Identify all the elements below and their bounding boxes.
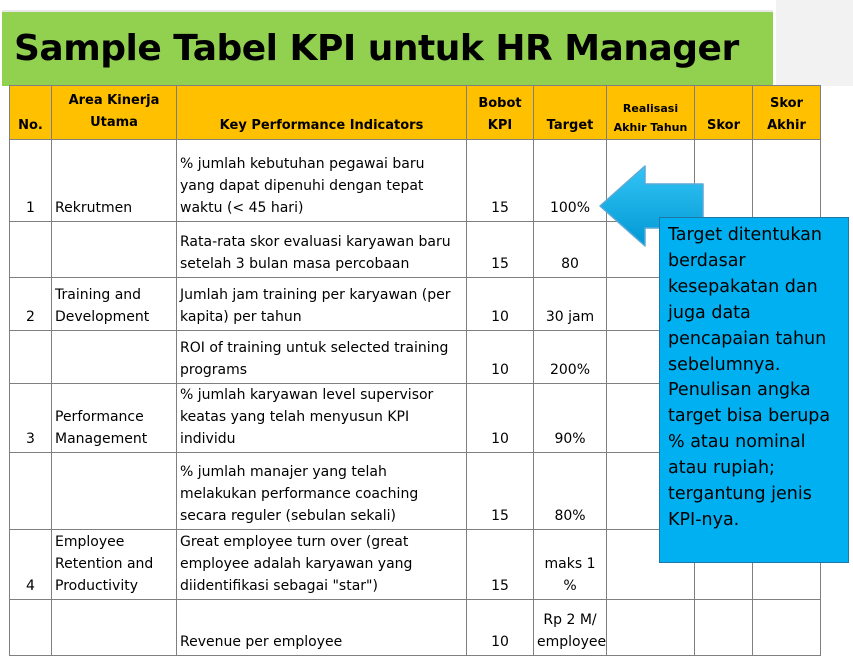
header-realisasi: Realisasi Akhir Tahun — [607, 86, 695, 140]
header-bobot: Bobot KPI — [467, 86, 534, 140]
cell-bobot: 10 — [467, 600, 534, 656]
cell-no: 4 — [10, 530, 52, 600]
cell-kpi: % jumlah karyawan level supervisor keatas yang telah menyusun KPI individu — [177, 384, 467, 453]
table-row — [10, 600, 821, 656]
header-target: Target — [534, 86, 607, 140]
cell-skor-akhir — [753, 600, 821, 656]
header-skor-akhir: Skor Akhir — [753, 86, 821, 140]
cell-target: Rp 2 M/ employee — [534, 600, 607, 656]
cell-no — [10, 600, 52, 656]
cell-area: Training and Development — [52, 278, 177, 331]
cell-kpi: % jumlah kebutuhan pegawai baru yang dapat dipenuhi dengan tepat waktu (< 45 hari) — [177, 140, 467, 222]
cell-kpi: % jumlah manajer yang telah melakukan performance coaching secara reguler (sebulan sekali) — [177, 453, 467, 530]
cell-target: 90% — [534, 384, 607, 453]
cell-area — [52, 453, 177, 530]
cell-bobot: 15 — [467, 140, 534, 222]
cell-area: Performance Management — [52, 384, 177, 453]
cell-no: 2 — [10, 278, 52, 331]
cell-bobot: 10 — [467, 384, 534, 453]
cell-bobot: 10 — [467, 278, 534, 331]
corner-shade — [776, 0, 853, 86]
title-banner — [2, 10, 773, 86]
cell-target: 80 — [534, 222, 607, 278]
cell-no — [10, 222, 52, 278]
cell-target: 80% — [534, 453, 607, 530]
cell-skor-akhir — [753, 140, 821, 222]
cell-kpi: ROI of training untuk selected training programs — [177, 331, 467, 384]
header-kpi: Key Performance Indicators — [177, 86, 467, 140]
cell-area — [52, 600, 177, 656]
cell-target: 200% — [534, 331, 607, 384]
callout-text: Target ditentukan berdasar kesepakatan dan juga data pencapaian tahun sebelumnya. Penulisan angka target bisa berupa % atau nominal atau rupiah; tergantung jenis KPI-nya. — [668, 225, 831, 530]
header-row — [10, 86, 821, 140]
cell-no — [10, 331, 52, 384]
cell-target: 30 jam — [534, 278, 607, 331]
cell-no — [10, 453, 52, 530]
cell-bobot: 15 — [467, 222, 534, 278]
cell-area: Rekrutmen — [52, 140, 177, 222]
cell-area: Employee Retention and Productivity — [52, 530, 177, 600]
cell-kpi: Rata-rata skor evaluasi karyawan baru setelah 3 bulan masa percobaan — [177, 222, 467, 278]
cell-no: 3 — [10, 384, 52, 453]
cell-skor — [695, 600, 753, 656]
cell-no: 1 — [10, 140, 52, 222]
header-no: No. — [10, 86, 52, 140]
callout-box — [659, 217, 849, 563]
cell-bobot: 10 — [467, 331, 534, 384]
cell-kpi: Great employee turn over (great employee adalah karyawan yang diidentifikasi sebagai "star") — [177, 530, 467, 600]
cell-area — [52, 222, 177, 278]
cell-target: maks 1 % — [534, 530, 607, 600]
header-area: Area Kinerja Utama — [52, 86, 177, 140]
header-skor: Skor — [695, 86, 753, 140]
cell-bobot: 15 — [467, 530, 534, 600]
cell-kpi: Revenue per employee — [177, 600, 467, 656]
cell-kpi: Jumlah jam training per karyawan (per kapita) per tahun — [177, 278, 467, 331]
cell-realisasi — [607, 600, 695, 656]
cell-target: 100% — [534, 140, 607, 222]
page-title: Sample Tabel KPI untuk HR Manager — [14, 28, 739, 69]
cell-bobot: 15 — [467, 453, 534, 530]
cell-area — [52, 331, 177, 384]
